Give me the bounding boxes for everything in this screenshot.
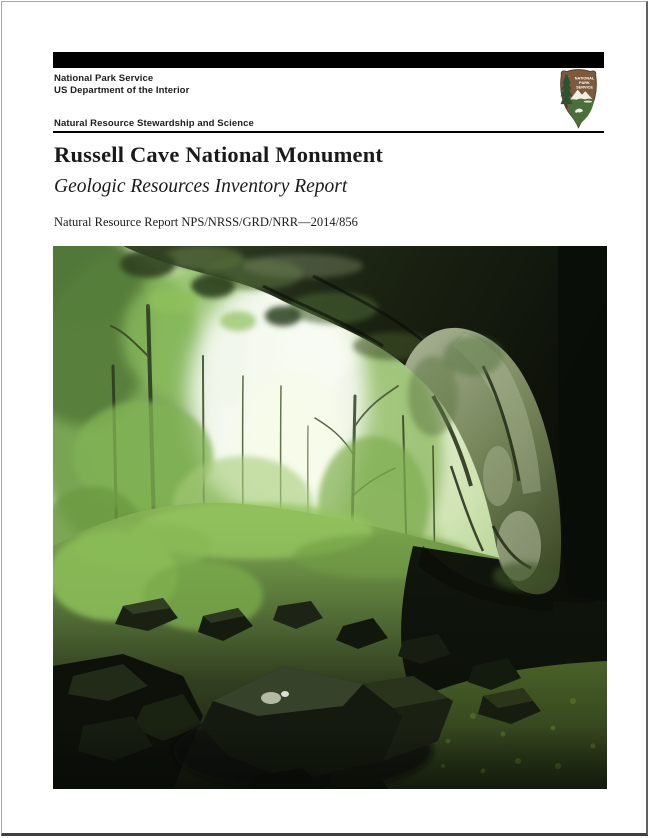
logo-text-service: SERVICE xyxy=(576,85,593,90)
logo-text-national: NATIONAL xyxy=(574,76,595,81)
nps-arrowhead-icon xyxy=(557,69,600,129)
agency-line-2: US Department of the Interior xyxy=(54,85,190,96)
report-subtitle: Geologic Resources Inventory Report xyxy=(54,176,348,197)
report-number: Natural Resource Report NPS/NRSS/GRD/NRR—2014/856 xyxy=(54,215,358,229)
cover-photo xyxy=(53,246,607,789)
cave-photo-illustration xyxy=(53,246,607,789)
program-line: Natural Resource Stewardship and Science xyxy=(54,118,254,129)
report-title: Russell Cave National Monument xyxy=(54,142,384,167)
report-cover-page xyxy=(1,1,648,836)
title-block xyxy=(54,142,606,230)
agency-line-1: National Park Service xyxy=(54,73,154,84)
nps-arrowhead-logo xyxy=(557,69,600,129)
header-bar xyxy=(53,52,604,68)
agency-block xyxy=(54,73,189,97)
logo-text-park: PARK xyxy=(579,81,590,85)
header-rule xyxy=(53,131,604,133)
